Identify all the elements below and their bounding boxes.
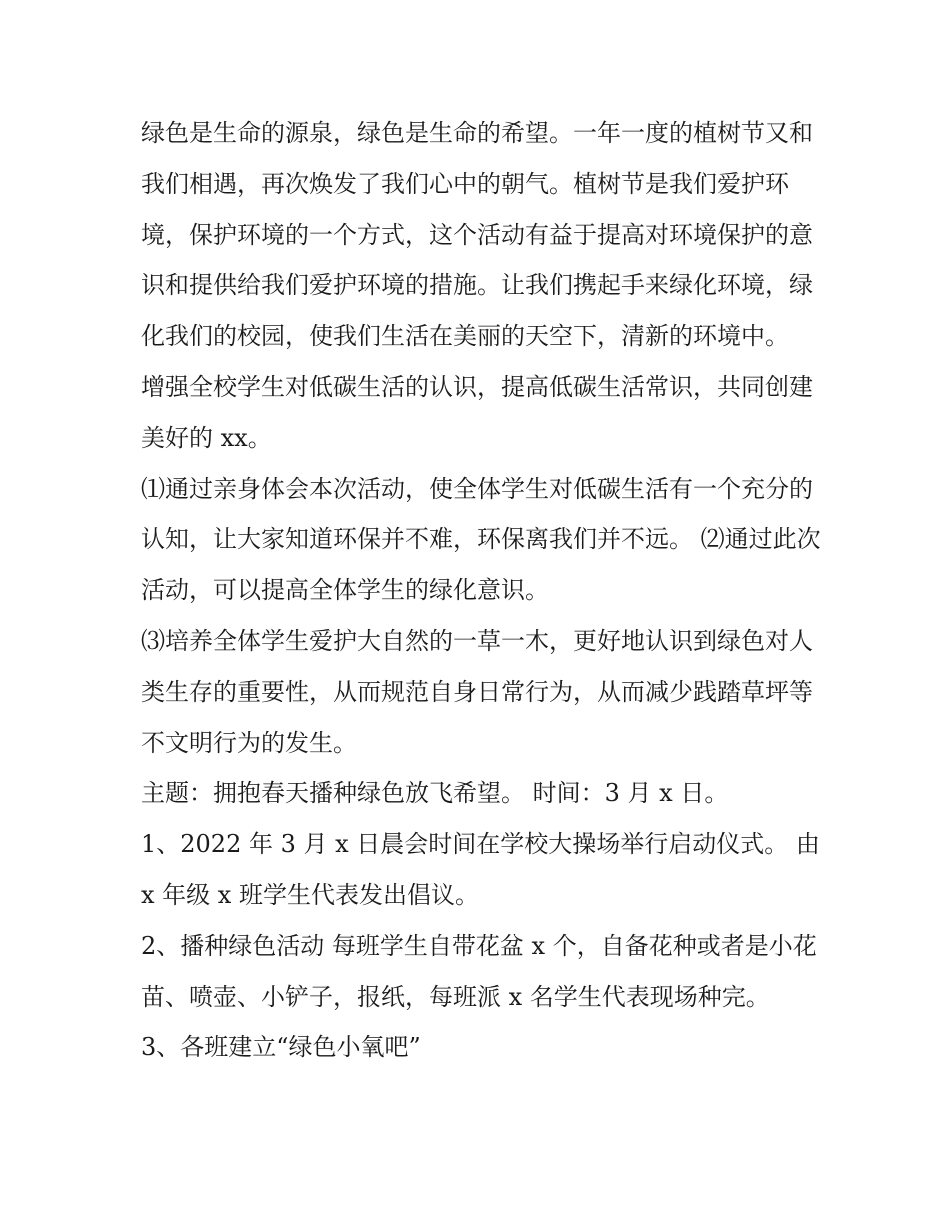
paragraph-step-3: 3、各班建立“绿色小氧吧” <box>141 1033 421 1062</box>
paragraph-step-1: 1、2022 年 3 月 x 日晨会时间在学校大操场举行启动仪式。 由x 年级 x 班学生代表发出倡议。 <box>141 830 820 909</box>
paragraph-step-2: 2、播种绿色活动 每班学生自带花盆 x 个，自备花种或者是小花苗、喷壶、小铲子，报纸，每班派 x 名学生代表现场种完。 <box>141 931 817 1011</box>
paragraph-objective-3: ⑶培养全体学生爱护大自然的一草一木，更好地认识到绿色对人类生存的重要性，从而规范自身日常行为，从而减少践踏草坪等不文明行为的发生。 <box>141 626 813 757</box>
paragraph-objective-1-2: ⑴通过亲身体会本次活动，使全体学生对低碳生活有一个充分的认知，让大家知道环保并不难，环保离我们并不远。 ⑵通过此次活动，可以提高全体学生的绿化意识。 <box>141 474 821 605</box>
paragraph-intro: 绿色是生命的源泉，绿色是生命的希望。一年一度的植树节又和我们相遇，再次焕发了我们心中的朝气。植树节是我们爱护环境，保护环境的一个方式，这个活动有益于提高对环境保护的意识和提供给我们爱护环境的措施。让我们携起手来绿化环境，绿化我们的校园，使我们生活在美丽的天空下，清新的环境中。 <box>141 119 813 351</box>
paragraph-theme-time: 主题：拥抱春天播种绿色放飞希望。 时间：3 月 x 日。 <box>141 779 729 808</box>
paragraph-goal: 增强全校学生对低碳生活的认识，提高低碳生活常识，共同创建美好的 xx。 <box>141 372 813 452</box>
document-body <box>141 108 821 1073</box>
